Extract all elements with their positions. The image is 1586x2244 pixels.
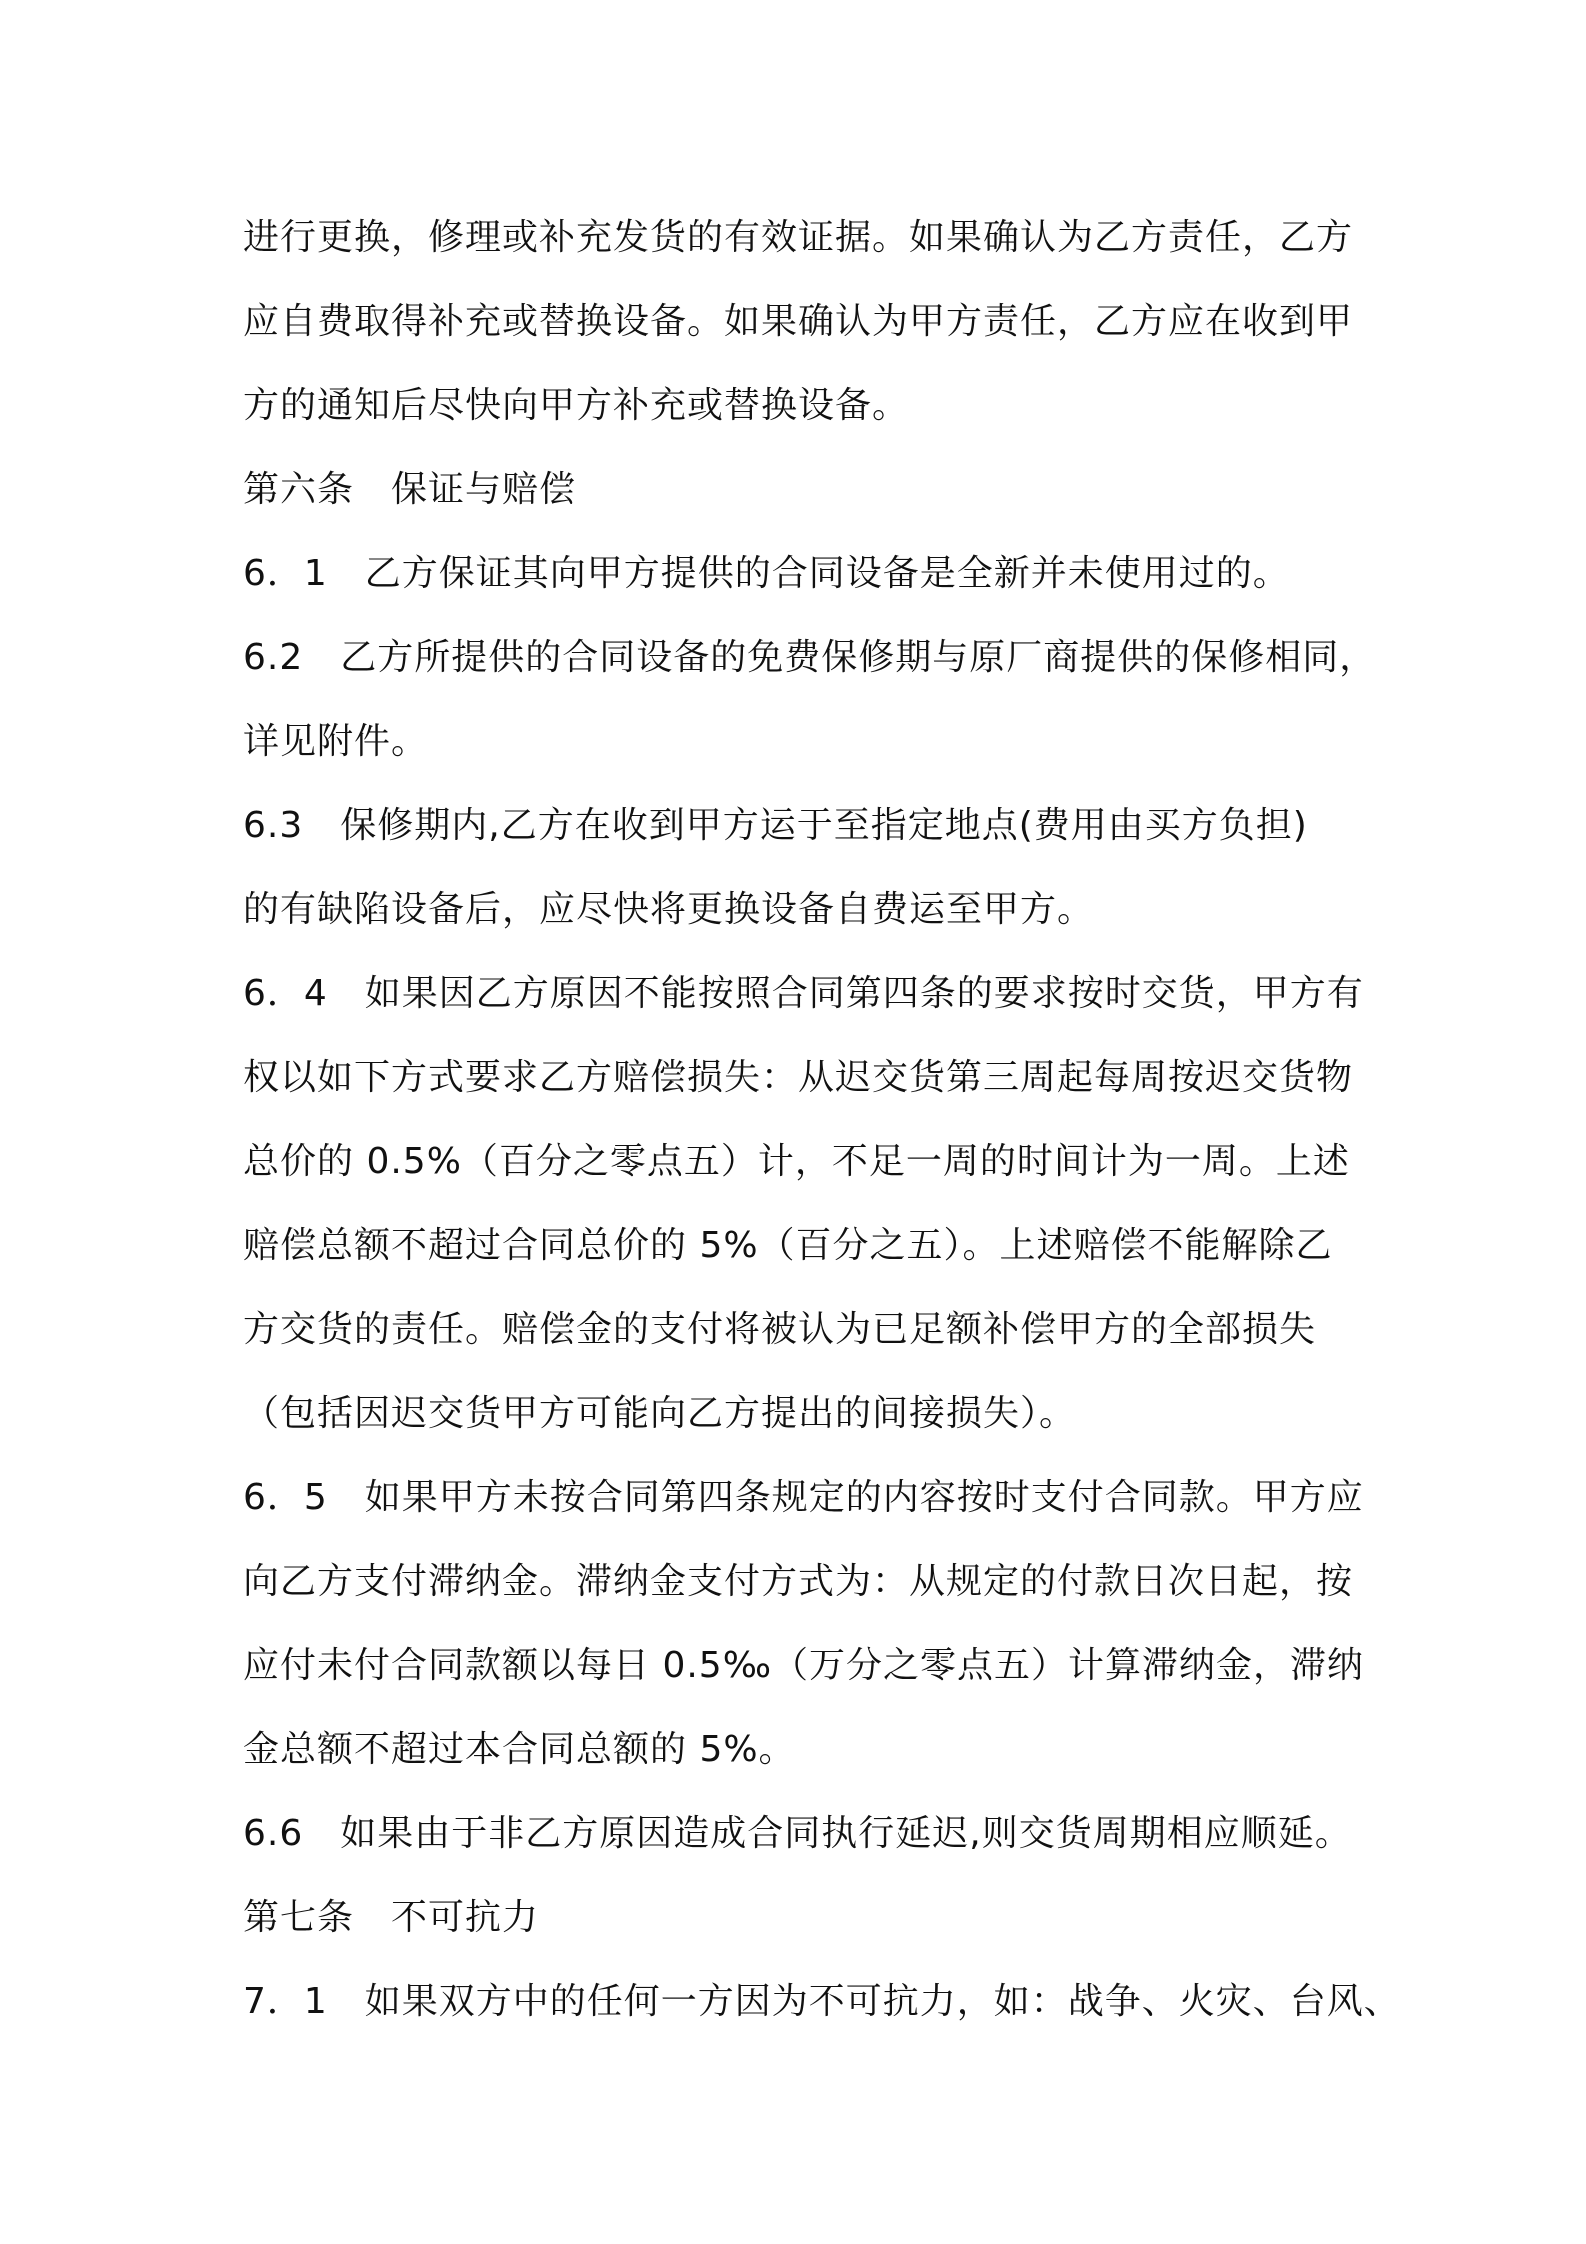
text-line: 进行更换，修理或补充发货的有效证据。如果确认为乙方责任，乙方 xyxy=(243,217,1354,258)
clause-6-4: 6．4 如果因乙方原因不能按照合同第四条的要求按时交货，甲方有 xyxy=(243,973,1364,1014)
clause-7-1: 7．1 如果双方中的任何一方因为不可抗力，如：战争、火灾、台风、 xyxy=(243,1981,1401,2022)
text-line: 权以如下方式要求乙方赔偿损失：从迟交货第三周起每周按迟交货物 xyxy=(243,1057,1354,1098)
text-line: 总价的 0.5%（百分之零点五）计，不足一周的时间计为一周。上述 xyxy=(243,1141,1350,1182)
text-line: 应自费取得补充或替换设备。如果确认为甲方责任，乙方应在收到甲 xyxy=(243,301,1354,342)
text-line: 方交货的责任。赔偿金的支付将被认为已足额补偿甲方的全部损失 xyxy=(243,1309,1317,1350)
clause-6-6: 6.6 如果由于非乙方原因造成合同执行延迟,则交货周期相应顺延。 xyxy=(243,1813,1352,1854)
clause-6-1: 6．1 乙方保证其向甲方提供的合同设备是全新并未使用过的。 xyxy=(243,553,1290,594)
text-line: 向乙方支付滞纳金。滞纳金支付方式为：从规定的付款日次日起，按 xyxy=(243,1561,1354,1602)
clause-6-3: 6.3 保修期内,乙方在收到甲方运于至指定地点(费用由买方负担) xyxy=(243,805,1308,846)
clause-6-2: 6.2 乙方所提供的合同设备的免费保修期与原厂商提供的保修相同， xyxy=(243,637,1377,678)
text-line: （包括因迟交货甲方可能向乙方提出的间接损失）。 xyxy=(243,1393,1077,1434)
text-line: 方的通知后尽快向甲方补充或替换设备。 xyxy=(243,385,910,426)
article-6-heading: 第六条 保证与赔偿 xyxy=(243,469,577,510)
text-line: 应付未付合同款额以每日 0.5‰（万分之零点五）计算滞纳金，滞纳 xyxy=(243,1645,1365,1686)
clause-6-5: 6．5 如果甲方未按合同第四条规定的内容按时支付合同款。甲方应 xyxy=(243,1477,1364,1518)
text-line: 赔偿总额不超过合同总价的 5%（百分之五）。上述赔偿不能解除乙 xyxy=(243,1225,1333,1266)
text-line: 详见附件。 xyxy=(243,721,429,762)
document-page xyxy=(243,196,1401,2044)
text-line: 金总额不超过本合同总额的 5%。 xyxy=(243,1729,796,1770)
article-7-heading: 第七条 不可抗力 xyxy=(243,1897,540,1938)
text-line: 的有缺陷设备后，应尽快将更换设备自费运至甲方。 xyxy=(243,889,1095,930)
